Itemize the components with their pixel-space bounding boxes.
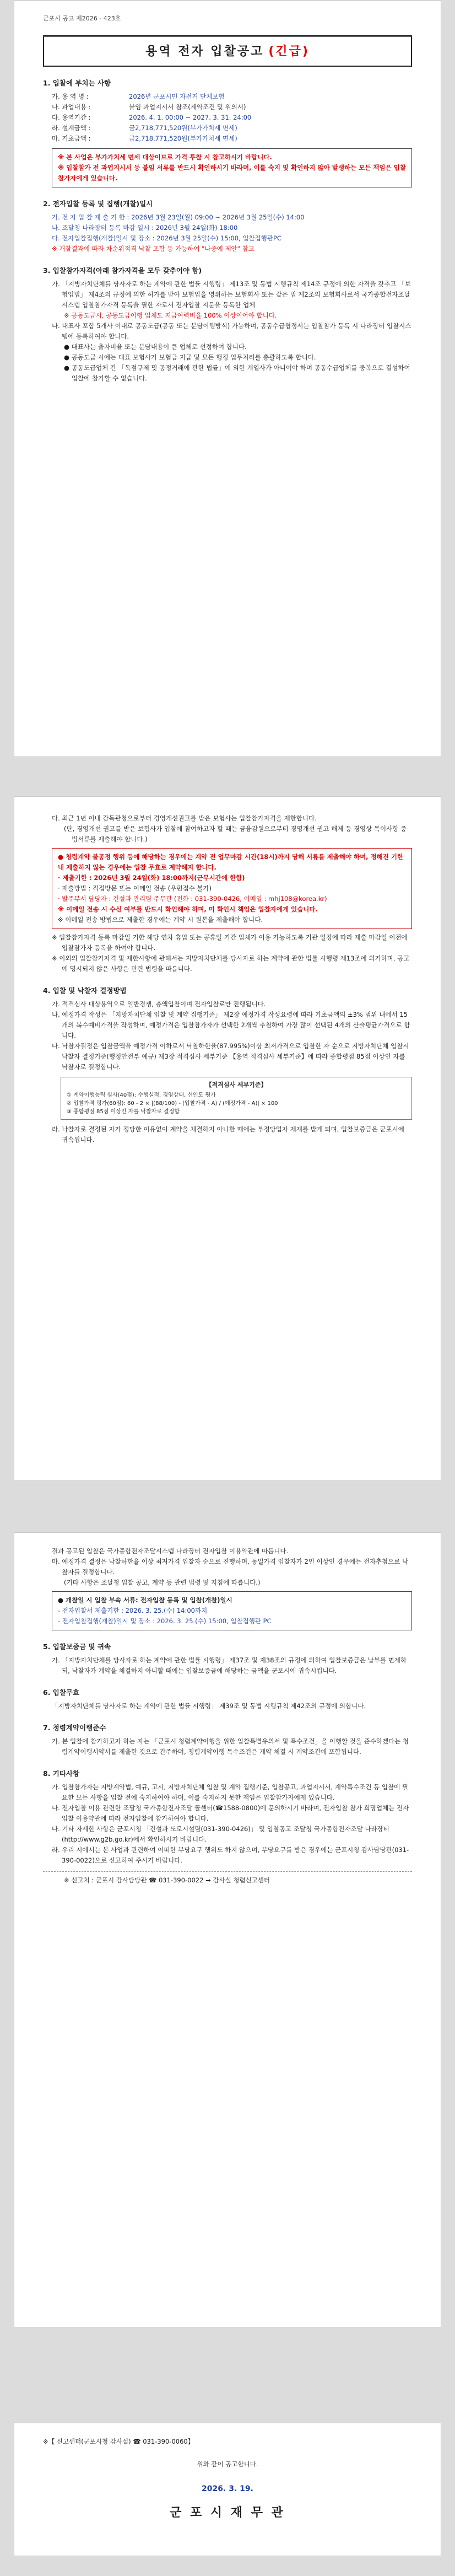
- section-8-heading: 8. 기타사항: [43, 1769, 80, 1778]
- report-center-contact: ※【 신고센터(군포시청 감사실) ☎ 031-390-0060】: [43, 2438, 194, 2445]
- issuer-name: 군 포 시 재 무 관: [170, 2506, 285, 2520]
- urgent-flag: (긴급): [268, 44, 310, 58]
- section-7-heading: 7. 청렴계약이행준수: [43, 1724, 106, 1732]
- section-6-heading: 6. 입찰무효: [43, 1688, 80, 1697]
- document-page-3: 결과 공고된 입찰은 국가종합전자조달시스템 나라장터 전자입찰 이용약관에 따릅니다. 마. 예정가격 결정은 낙찰하한율 이상 최저가격 입찰자 순으로 진행하며, 동일가격 입찰자가 2인 이상인 경우에는 전자추첨으로 낙찰자를 결정합니다. (기타 사항은 조달청 입찰 공고, 계약 등 관련 법령 및 지침에 따릅니다.) ● 개찰일 시 입찰 부속 서류: 전자입찰 등록 및 입찰(개찰)일시 - 전자입찰서 제출기한 : 2026. 3. 25.(수) 14:00까지 - 전자입찰집행(개찰)일시 및 장소 : 2026. 3. 25.(수) 15:00, 입찰집행관 PC 5. 입찰보증금 및 귀속 가. 「지방자치단체를 당사자로 하는 계약에 관한 법률 시행령」 제37조 및 제38조의 규정에 의하여 입찰보증금은 납부를 면제하되, 낙찰자가 계약을 체결하지 아니할 때에는 입찰보증금에 해당하는 금액을 군포시에 귀속시킵니다. 6. 입찰무효 「지방자치단체를 당사자로 하는 계약에 관한 법률 시행령」 제39조 및 동법 시행규칙 제42조의 규정에 의합니다. 7. 청렴계약이행준수 가. 본 입찰에 참가하고자 하는 자는 「군포시 청렴계약이행을 위한 입찰특별유의서 및 특수조건」을 이행할 것을 준수하겠다는 청렴계약이행서약서를 제출한 것으로 간주하며, 청렴계약이행 특수조건은 계약 체결 시 계약조건에 포함됩니다. 8. 기타사항 가. 입찰참가자는 지방계약법, 예규, 고시, 지방자치단체 입찰 및 계약 집행기준, 입찰공고, 과업지시서, 계약특수조건 등 입찰에 필요한 모든 사항을 입찰 전에 숙지하여야 하며, 이를 숙지하지 못한 책임은 입찰참가자에게 있습니다. 나. 전자입찰 이용 관련한 조달청 국가종합전자조달 콜센터(☎1588-0800)에 문의하시기 바라며, 전자입찰 참가 희망업체는 전자입찰 이용약관에 따라 전자입찰에 참가하여야 합니다. 다. 기타 자세한 사항은 군포시청 「건설과 도로시설팀(031-390-0426)」 및 입찰공고 조달청 국가종합전자조달 나라장터(http://www.g2b.go.kr)에서 확인하시기 바랍니다. 라. 우리 시에서는 본 사업과 관련하여 어떠한 부당요구 행위도 하지 않으며, 부당요구를 받은 경우에는 군포시청 감사담당관(031-390-0022)으로 신고하여 주시기 바랍니다. ※ 신고처 : 군포시 감사담당관 ☎ 031-390-0022 → 감사실 청렴신고센터: [14, 1533, 441, 2327]
- section-4-heading: 4. 입찰 및 낙찰자 결정방법: [43, 986, 127, 995]
- notice-date: 2026. 3. 19.: [202, 2484, 253, 2493]
- section-5-heading: 5. 입찰보증금 및 귀속: [43, 1643, 111, 1651]
- document-page-4: [14, 2423, 441, 2556]
- paragraph: 나. 대표사 포함 5개사 이내로 공동도급(공동 또는 분담이행방식) 가능하며, 공동수급협정서는 입찰참가 등록 시 나라장터 입찰시스템에 등록하여야 합니다.: [52, 322, 411, 340]
- section-2-heading: 2. 전자입찰 등록 및 집행(개찰)일시: [43, 200, 153, 208]
- info-row: 라. 설계금액 : 금2,718,771,520원(부가가치세 면세): [52, 124, 237, 132]
- evaluation-criteria-box: 【적격심사 세부기준】 ① 계약이행능력 심사(40점): 수행실적, 경영상태, 신인도 평가 ② 입찰가격 평가(60점): 60 - 2 × |(88/100) - (입찰가격 - A) / (예정가격 - A)| × 100 ③ 종합평점 85점 이상인 자를 낙찰자로 결정함: [61, 1077, 412, 1120]
- paragraph: 가. 「지방자치단체를 당사자로 하는 계약에 관한 법률 시행령」 제13조 및 동법 시행규칙 제14조 규정에 의한 자격을 갖추고 「보험업법」 제4조의 규정에 의한 허가를 받아 보험업을 영위하는 보험회사 또는 같은 법 제2조의 보험회사로서 국가종합전자조달시스템 입찰참가자격 등록을 필한 자로서 전자입찰 지문을 등록한 업체: [52, 280, 411, 309]
- document-page-1: 군포시 공고 제2026 - 423호 용역 전자 입찰공고 (긴급) 1. 입찰에 부치는 사항 가. 용 역 명 : 2026년 군포시민 자전거 단체보험 나. 과업내용 : 붙임 과업지시서 참조(계약조건 및 위의서) 다. 용역기간 : 2026. 4. 1. 00:00 ~ 2027. 3. 31. 24:00 라. 설계금액 : 금2,718,771,520원(부가가치세 면세) 마. 기초금액 : 금2,718,771,520원(부가가치세 면세) ※ 본 사업은 부가가치세 면세 대상이므로 가격 투찰 시 참고하시기 바랍니다. ※ 입찰참가 전 과업지시서 등 붙임 서류를 반드시 확인하시기 바라며, 이를 숙지 및 확인하지 않아 발생하는 모든 책임은 입찰참가자에게 있습니다. 2. 전자입찰 등록 및 집행(개찰)일시 가. 전 자 입 찰 제 출 기 한 : 2026년 3월 23일(월) 09:00 ~ 2026년 3월 25일(수) 14:00 나. 조달청 나라장터 등록 마감 일시 : 2026년 3월 24일(화) 18:00 다. 전자입찰집행(개찰)일시 및 장소 : 2026년 3월 25일(수) 15:00, 입찰집행관PC ※ 개찰결과에 따라 차순위적격 낙찰 포함 등 가능하여 "나중에 제안" 참고 3. 입찰참가자격(아래 참가자격을 모두 갖추어야 함) 가. 「지방자치단체를 당사자로 하는 계약에 관한 법률 시행령」 제13조 및 동법 시행규칙 제14조 규정에 의한 자격을 갖추고 「보험업법」 제4조의 규정에 의한 허가를 받아 보험업을 영위하는 보험회사 또는 같은 법 제2조의 보험회사로서 국가종합전자조달시스템 입찰참가자격 등록을 필한 자로서 전자입찰 지문을 등록한 업체 ※ 공동도급시, 공동도급이행 업체도 지급여력비율 100% 이상이어야 합니다. 나. 대표사 포함 5개사 이내로 공동도급(공동 또는 분담이행방식) 가능하며, 공동수급협정서는 입찰참가 등록 시 나라장터 입찰시스템에 등록하여야 합니다. ● 대표사는 출자비율 또는 분담내용이 큰 업체로 선정하여 합니다. ● 공동도급 시에는 대표 보험사가 보험금 지급 및 모든 행정 업무처리를 총괄하도록 합니다. ● 공동도급업체 간 「독점규제 및 공정거래에 관한 법률」에 의한 계열사가 아니어야 하며 공동수급업체를 중복으로 결성하여 입찰에 참가할 수 없습니다.: [14, 1, 441, 756]
- section-1-heading: 1. 입찰에 부치는 사항: [43, 79, 111, 87]
- submission-notice-box: ● 청렴계약 불공정 행위 등에 해당하는 경우에는 계약 전 업무마감 시간(18시)까지 당해 서류를 제출해야 하며, 정해진 기한 내 제출하지 않는 경우에는 입찰 무효로 계약해지 합니다. · 제출기한 : 2026년 3월 24일(화) 18:00까지(근무시간에 한함) · 제출방법 : 직접방문 또는 이메일 전송 (우편접수 불가) · 발주부서 담당자 : 건설과 관리팀 주무관 (전화 : 031-390-0426, 이메일 : mhj108@korea.kr) ※ 이메일 전송 시 수신 여부를 반드시 확인해야 하며, 미 확인시 책임은 입찰자에게 있습니다. ※ 이메일 전송 방법으로 제출한 경우에는 계약 시 원본을 제출해야 합니다.: [52, 848, 412, 929]
- notice-number: 군포시 공고 제2026 - 423호: [43, 15, 121, 22]
- notice-title-box: [43, 35, 412, 67]
- info-row: 마. 기초금액 : 금2,718,771,520원(부가가치세 면세): [52, 135, 237, 142]
- closing-sentence: 위와 같이 공고합니다.: [197, 2460, 258, 2468]
- vat-warning-box: ※ 본 사업은 부가가치세 면세 대상이므로 가격 투찰 시 참고하시기 바랍니다. ※ 입찰참가 전 과업지시서 등 붙임 서류를 반드시 확인하시기 바라며, 이를 숙지 및 확인하지 않아 발생하는 모든 책임은 입찰참가자에게 있습니다.: [52, 148, 412, 187]
- bid-schedule-box: ● 개찰일 시 입찰 부속 서류: 전자입찰 등록 및 입찰(개찰)일시 - 전자입찰서 제출기한 : 2026. 3. 25.(수) 14:00까지 - 전자입찰집행(개찰)일시 및 장소 : 2026. 3. 25.(수) 15:00, 입찰집행관 PC: [52, 1591, 412, 1630]
- info-row: 가. 용 역 명 : 2026년 군포시민 자전거 단체보험: [52, 93, 225, 100]
- info-row: 나. 과업내용 : 붙임 과업지시서 참조(계약조건 및 위의서): [52, 103, 246, 111]
- section-3-heading: 3. 입찰참가자격(아래 참가자격을 모두 갖추어야 함): [43, 266, 202, 275]
- info-row: 다. 용역기간 : 2026. 4. 1. 00:00 ~ 2027. 3. 31. 24:00: [52, 114, 252, 121]
- notice-title: 용역 전자 입찰공고: [145, 44, 264, 58]
- document-page-2: 다. 최근 1년 이내 감독관청으로부터 경영개선권고를 받은 보험사는 입찰참가자격을 제한합니다. (단, 경영개선 권고를 받은 보험사가 입찰에 참여하고자 할 때는 금융감원으로부터 경영개선 권고 해제 등 경영상 특이사항 증빙서류를 제출해야 합니다.) ● 청렴계약 불공정 행위 등에 해당하는 경우에는 계약 전 업무마감 시간(18시)까지 당해 서류를 제출해야 하며, 정해진 기한 내 제출하지 않는 경우에는 입찰 무효로 계약해지 합니다. · 제출기한 : 2026년 3월 24일(화) 18:00까지(근무시간에 한함) · 제출방법 : 직접방문 또는 이메일 전송 (우편접수 불가) · 발주부서 담당자 : 건설과 관리팀 주무관 (전화 : 031-390-0426, 이메일 : mhj108@korea.kr) ※ 이메일 전송 시 수신 여부를 반드시 확인해야 하며, 미 확인시 책임은 입찰자에게 있습니다. ※ 이메일 전송 방법으로 제출한 경우에는 계약 시 원본을 제출해야 합니다. ※ 입찰참가자격 등록 마감일 기한 해당 연차 휴업 또는 공휴일 기간 업체가 이용 가능하도록 기관 일정에 따라 제출 마감일 이전에 입찰참가자 등록을 하여야 합니다. ※ 이외의 입찰참가자격 및 제한사항에 관해서는 지방자치단체를 당사자로 하는 계약에 관한 법률 시행령 제13조에 의거하며, 공고에 명시되지 않은 사항은 관련 법령을 따릅니다. 4. 입찰 및 낙찰자 결정방법 가. 적격심사 대상용역으로 일반경쟁, 총액입찰이며 전자입찰로만 진행됩니다. 나. 예정가격 작성은 「지방자치단체 입찰 및 계약 집행기준」 제2장 예정가격 작성요령에 따라 기초금액의 ±3% 범위 내에서 15개의 복수예비가격을 작성하며, 예정가격은 입찰참가자가 선택한 2개씩 추첨하여 가장 많이 선택된 4개의 산술평균가격으로 합니다. 다. 낙찰자결정은 입찰금액을 예정가격 이하로서 낙찰하한율(87.995%)이상 최저가격으로 입찰한 자 순으로 지방자치단체 입찰시 낙찰자 결정기준(행정안전부 예규) 제3장 적격심사 세부기준 【용역 적격심사 세부기준】에 따라 종합평점 85점 이상인 자를 낙찰자로 결정합니다. 【적격심사 세부기준】 ① 계약이행능력 심사(40점): 수행실적, 경영상태, 신인도 평가 ② 입찰가격 평가(60점): 60 - 2 × |(88/100) - (입찰가격 - A) / (예정가격 - A)| × 100 ③ 종합평점 85점 이상인 자를 낙찰자로 결정함 라. 낙찰자로 결정된 자가 정당한 이유없이 계약을 체결하지 아니한 때에는 부정당업자 제재를 받게 되며, 입찰보증금은 군포시에 귀속됩니다.: [14, 797, 441, 1480]
